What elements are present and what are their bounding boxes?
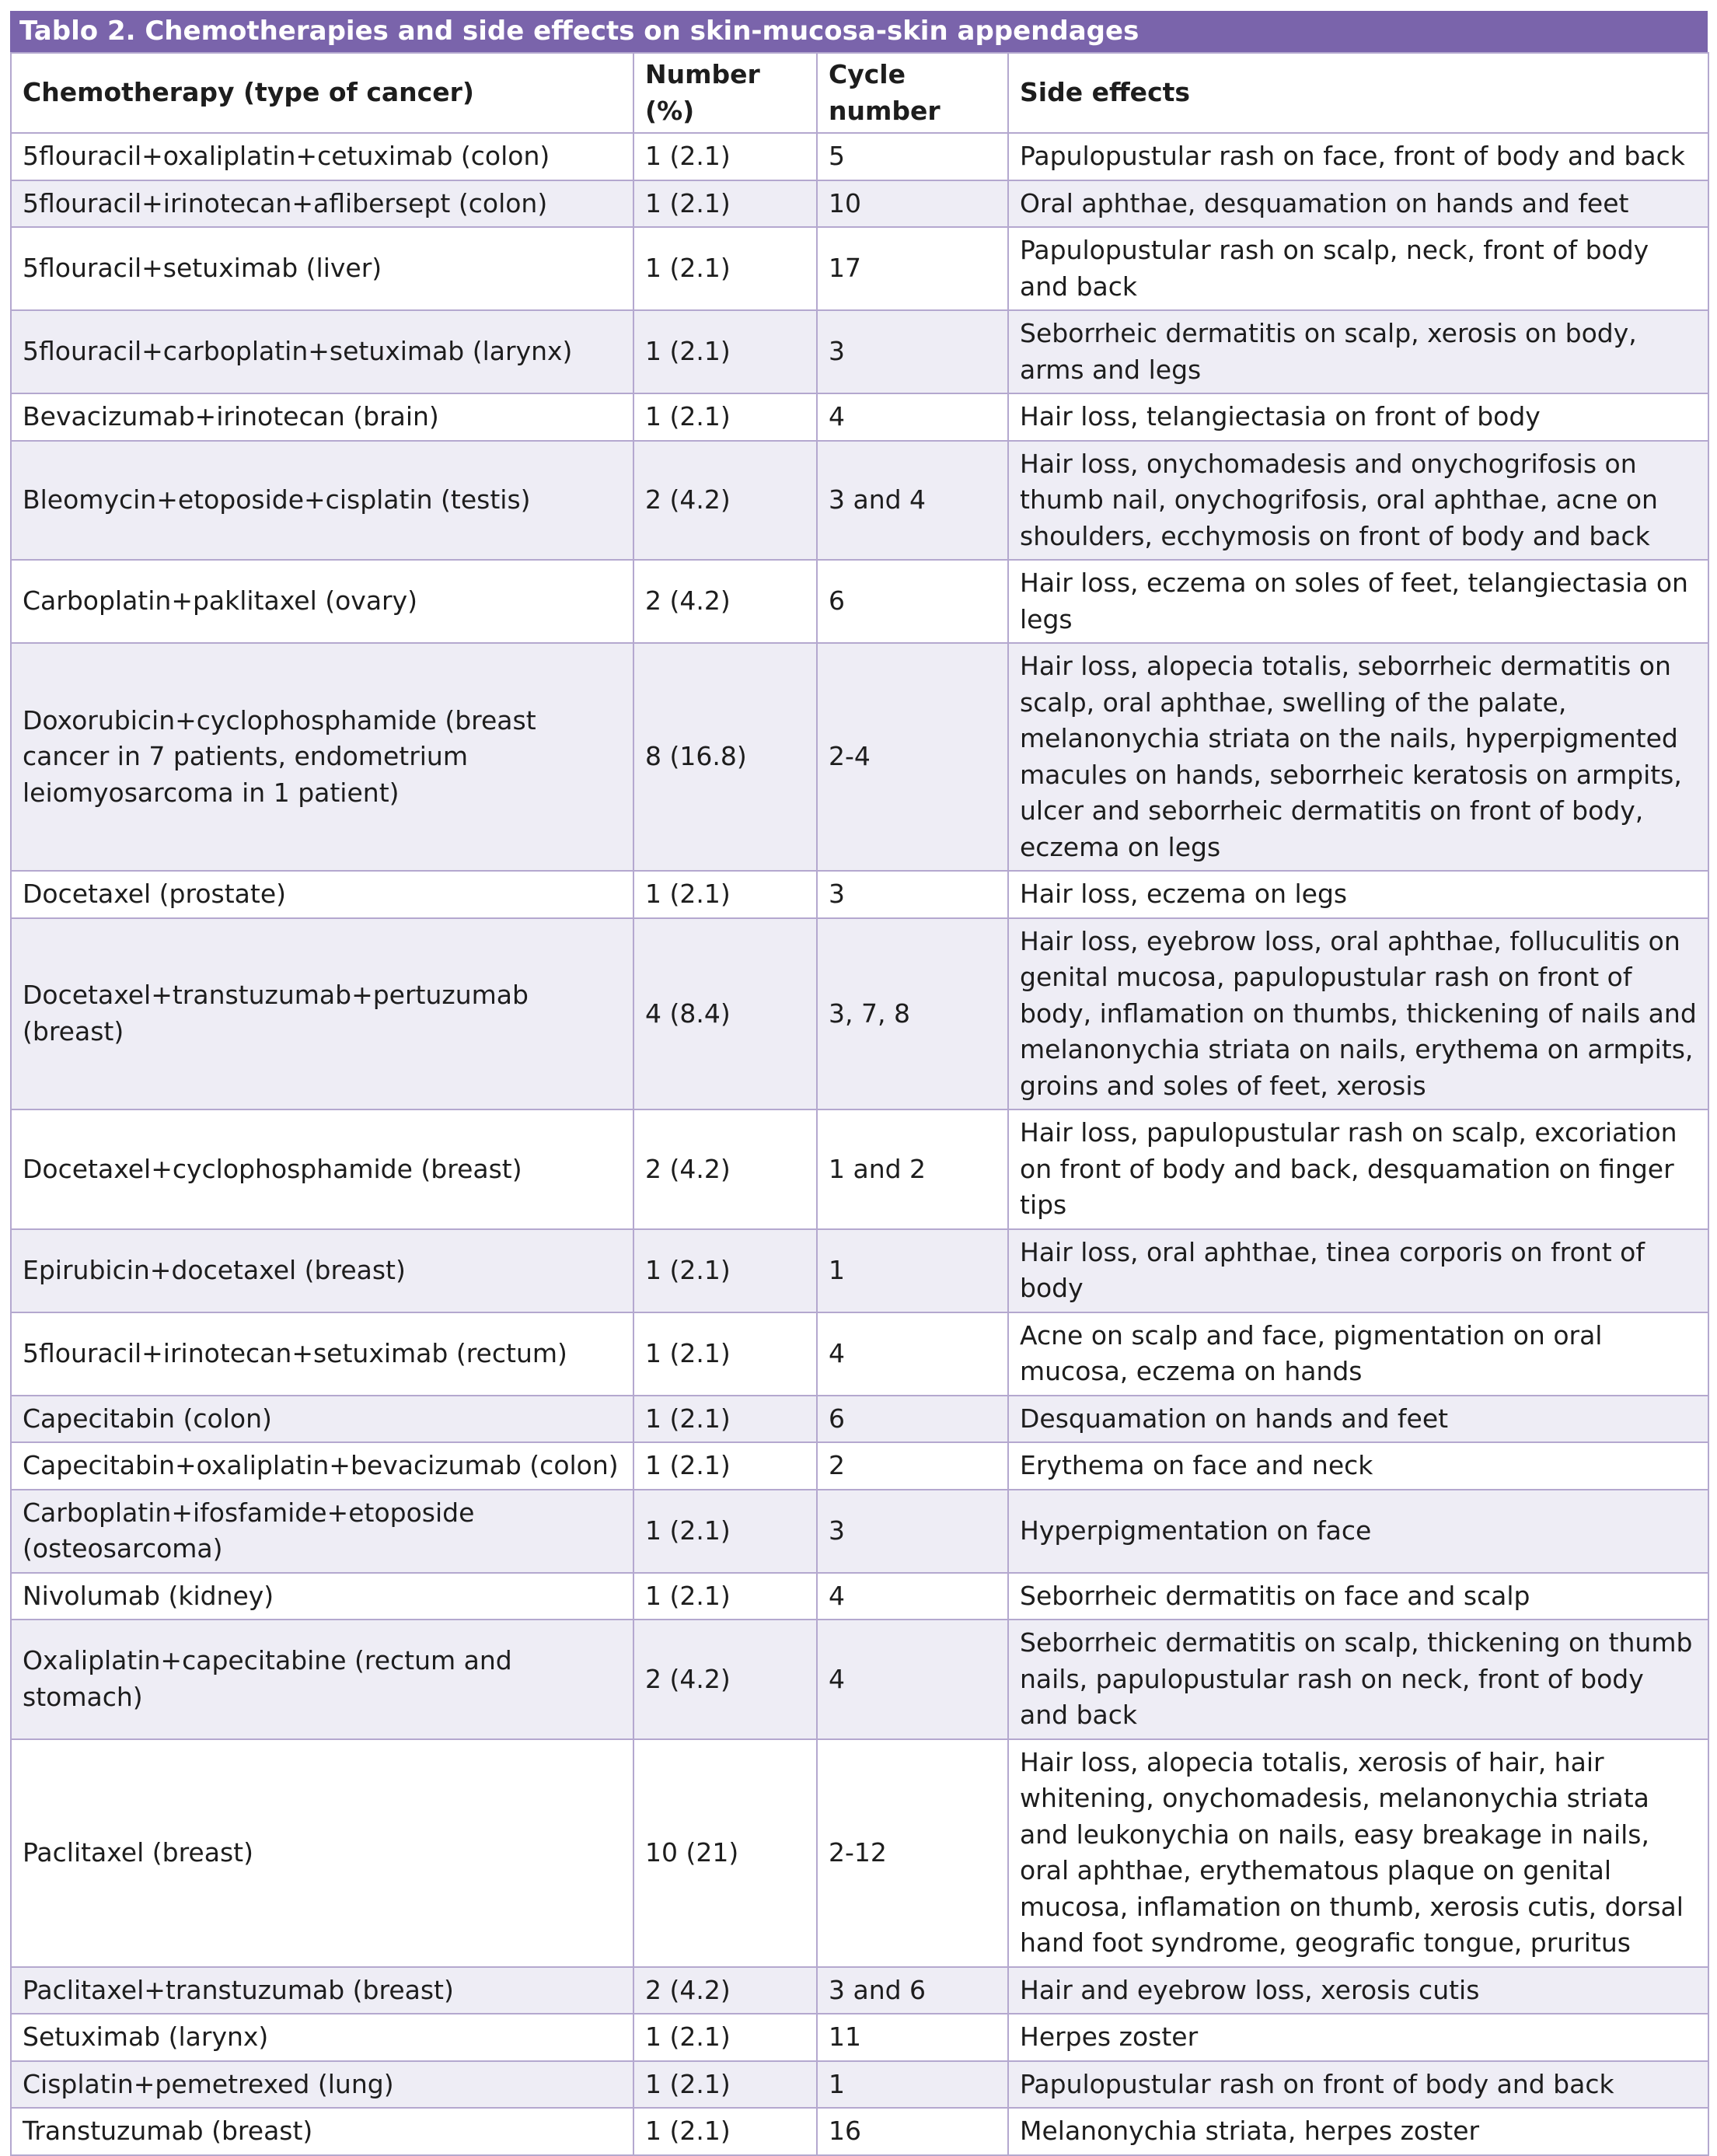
table-row	[11, 2061, 1708, 2109]
cell-side-effects: Acne on scalp and face, pigmentation on oral mucosa, eczema on hands	[1008, 1312, 1708, 1396]
cell-cycle-number: 4	[817, 1620, 1008, 1739]
table-row	[11, 441, 1708, 561]
cell-side-effects: Papulopustular rash on front of body and back	[1008, 2061, 1708, 2109]
cell-chemotherapy: Carboplatin+ifosfamide+etoposide (osteosarcoma)	[11, 1490, 633, 1573]
cell-chemotherapy: 5flouracil+irinotecan+aflibersept (colon)	[11, 180, 633, 228]
table-container	[10, 11, 1708, 2156]
cell-side-effects: Hair loss, onychomadesis and onychogrifosis on thumb nail, onychogrifosis, oral aphthae, acne on shoulders, ecchymosis on front of body and back	[1008, 441, 1708, 561]
cell-cycle-number: 4	[817, 1312, 1008, 1396]
cell-number: 1 (2.1)	[633, 2108, 817, 2155]
table-row	[11, 1229, 1708, 1312]
cell-cycle-number: 3	[817, 871, 1008, 918]
cell-number: 1 (2.1)	[633, 227, 817, 310]
table-row	[11, 2108, 1708, 2155]
cell-chemotherapy: Bleomycin+etoposide+cisplatin (testis)	[11, 441, 633, 561]
cell-chemotherapy: Doxorubicin+cyclophosphamide (breast cancer in 7 patients, endometrium leiomyosarcoma in 1 patient)	[11, 643, 633, 871]
cell-cycle-number: 3	[817, 1490, 1008, 1573]
table-row	[11, 560, 1708, 643]
cell-cycle-number: 1	[817, 2061, 1008, 2109]
cell-cycle-number: 2	[817, 1442, 1008, 1490]
cell-number: 1 (2.1)	[633, 393, 817, 441]
cell-number: 1 (2.1)	[633, 2014, 817, 2061]
cell-cycle-number: 1 and 2	[817, 1109, 1008, 1229]
cell-cycle-number: 3	[817, 310, 1008, 393]
cell-side-effects: Papulopustular rash on scalp, neck, front of body and back	[1008, 227, 1708, 310]
column-header-cycle: Cycle number	[817, 53, 1008, 133]
table-row	[11, 1739, 1708, 1967]
cell-cycle-number: 3, 7, 8	[817, 918, 1008, 1110]
cell-number: 1 (2.1)	[633, 310, 817, 393]
cell-chemotherapy: Docetaxel (prostate)	[11, 871, 633, 918]
table-row	[11, 1442, 1708, 1490]
cell-chemotherapy: Paclitaxel (breast)	[11, 1739, 633, 1967]
cell-cycle-number: 1	[817, 1229, 1008, 1312]
cell-number: 1 (2.1)	[633, 1442, 817, 1490]
cell-side-effects: Seborrheic dermatitis on scalp, thickening on thumb nails, papulopustular rash on neck, front of body and back	[1008, 1620, 1708, 1739]
table-row	[11, 310, 1708, 393]
cell-cycle-number: 11	[817, 2014, 1008, 2061]
cell-side-effects: Erythema on face and neck	[1008, 1442, 1708, 1490]
cell-side-effects: Hair loss, telangiectasia on front of body	[1008, 393, 1708, 441]
cell-chemotherapy: Capecitabin+oxaliplatin+bevacizumab (colon)	[11, 1442, 633, 1490]
cell-cycle-number: 2-4	[817, 643, 1008, 871]
table-row	[11, 1967, 1708, 2014]
cell-number: 10 (21)	[633, 1739, 817, 1967]
table-row	[11, 1573, 1708, 1620]
cell-number: 1 (2.1)	[633, 871, 817, 918]
table-row	[11, 1620, 1708, 1739]
cell-chemotherapy: 5flouracil+irinotecan+setuximab (rectum)	[11, 1312, 633, 1396]
cell-side-effects: Hyperpigmentation on face	[1008, 1490, 1708, 1573]
table-row	[11, 1312, 1708, 1396]
column-header-side-effects: Side effects	[1008, 53, 1708, 133]
cell-number: 1 (2.1)	[633, 180, 817, 228]
cell-number: 2 (4.2)	[633, 1109, 817, 1229]
cell-cycle-number: 4	[817, 1573, 1008, 1620]
cell-side-effects: Papulopustular rash on face, front of body and back	[1008, 133, 1708, 180]
cell-number: 2 (4.2)	[633, 560, 817, 643]
table-title: Tablo 2. Chemotherapies and side effects on skin-mucosa-skin appendages	[10, 11, 1708, 52]
cell-number: 1 (2.1)	[633, 133, 817, 180]
table-row	[11, 871, 1708, 918]
table-row	[11, 227, 1708, 310]
cell-side-effects: Hair loss, alopecia totalis, xerosis of hair, hair whitening, onychomadesis, melanonychia striata and leukonychia on nails, easy breakage in nails, oral aphthae, erythematous plaque on genital mucosa, inflamation on thumb, xerosis cutis, dorsal hand foot syndrome, geografic tongue, pruritus	[1008, 1739, 1708, 1967]
cell-chemotherapy: Carboplatin+paklitaxel (ovary)	[11, 560, 633, 643]
cell-chemotherapy: Docetaxel+transtuzumab+pertuzumab (breast)	[11, 918, 633, 1110]
cell-chemotherapy: 5flouracil+setuximab (liver)	[11, 227, 633, 310]
cell-side-effects: Hair loss, eyebrow loss, oral aphthae, folluculitis on genital mucosa, papulopustular rash on front of body, inflamation on thumbs, thickening of nails and melanonychia striata on nails, erythema on armpits, groins and soles of feet, xerosis	[1008, 918, 1708, 1110]
table-body	[11, 133, 1708, 2155]
table-row	[11, 1396, 1708, 1443]
cell-number: 2 (4.2)	[633, 1967, 817, 2014]
cell-cycle-number: 17	[817, 227, 1008, 310]
cell-number: 1 (2.1)	[633, 1573, 817, 1620]
table-row	[11, 1490, 1708, 1573]
cell-chemotherapy: Paclitaxel+transtuzumab (breast)	[11, 1967, 633, 2014]
cell-side-effects: Seborrheic dermatitis on scalp, xerosis on body, arms and legs	[1008, 310, 1708, 393]
table-row	[11, 1109, 1708, 1229]
column-header-number: Number (%)	[633, 53, 817, 133]
cell-number: 4 (8.4)	[633, 918, 817, 1110]
cell-number: 1 (2.1)	[633, 2061, 817, 2109]
cell-side-effects: Hair and eyebrow loss, xerosis cutis	[1008, 1967, 1708, 2014]
cell-chemotherapy: Docetaxel+cyclophosphamide (breast)	[11, 1109, 633, 1229]
cell-cycle-number: 6	[817, 1396, 1008, 1443]
cell-cycle-number: 3 and 6	[817, 1967, 1008, 2014]
cell-cycle-number: 10	[817, 180, 1008, 228]
cell-cycle-number: 16	[817, 2108, 1008, 2155]
table-row	[11, 133, 1708, 180]
column-header-chemotherapy: Chemotherapy (type of cancer)	[11, 53, 633, 133]
header-row	[11, 53, 1708, 133]
cell-number: 1 (2.1)	[633, 1312, 817, 1396]
cell-side-effects: Hair loss, oral aphthae, tinea corporis on front of body	[1008, 1229, 1708, 1312]
cell-chemotherapy: Nivolumab (kidney)	[11, 1573, 633, 1620]
cell-cycle-number: 5	[817, 133, 1008, 180]
table-row	[11, 918, 1708, 1110]
cell-cycle-number: 2-12	[817, 1739, 1008, 1967]
cell-number: 8 (16.8)	[633, 643, 817, 871]
cell-side-effects: Hair loss, papulopustular rash on scalp, excoriation on front of body and back, desquamation on finger tips	[1008, 1109, 1708, 1229]
cell-chemotherapy: Epirubicin+docetaxel (breast)	[11, 1229, 633, 1312]
cell-side-effects: Hair loss, eczema on soles of feet, telangiectasia on legs	[1008, 560, 1708, 643]
chemotherapy-table	[10, 52, 1709, 2156]
cell-number: 1 (2.1)	[633, 1396, 817, 1443]
cell-side-effects: Herpes zoster	[1008, 2014, 1708, 2061]
cell-chemotherapy: 5flouracil+oxaliplatin+cetuximab (colon)	[11, 133, 633, 180]
table-row	[11, 2014, 1708, 2061]
cell-chemotherapy: Setuximab (larynx)	[11, 2014, 633, 2061]
cell-chemotherapy: Oxaliplatin+capecitabine (rectum and stomach)	[11, 1620, 633, 1739]
cell-number: 2 (4.2)	[633, 441, 817, 561]
cell-number: 1 (2.1)	[633, 1490, 817, 1573]
cell-cycle-number: 6	[817, 560, 1008, 643]
cell-chemotherapy: Transtuzumab (breast)	[11, 2108, 633, 2155]
cell-number: 1 (2.1)	[633, 1229, 817, 1312]
cell-chemotherapy: Bevacizumab+irinotecan (brain)	[11, 393, 633, 441]
cell-side-effects: Desquamation on hands and feet	[1008, 1396, 1708, 1443]
cell-cycle-number: 3 and 4	[817, 441, 1008, 561]
table-row	[11, 393, 1708, 441]
cell-chemotherapy: Cisplatin+pemetrexed (lung)	[11, 2061, 633, 2109]
cell-side-effects: Melanonychia striata, herpes zoster	[1008, 2108, 1708, 2155]
table-row	[11, 643, 1708, 871]
cell-cycle-number: 4	[817, 393, 1008, 441]
cell-side-effects: Seborrheic dermatitis on face and scalp	[1008, 1573, 1708, 1620]
cell-side-effects: Hair loss, alopecia totalis, seborrheic dermatitis on scalp, oral aphthae, swelling of the palate, melanonychia striata on the nails, hyperpigmented macules on hands, seborrheic keratosis on armpits, ulcer and seborrheic dermatitis on front of body, eczema on legs	[1008, 643, 1708, 871]
cell-chemotherapy: Capecitabin (colon)	[11, 1396, 633, 1443]
table-row	[11, 180, 1708, 228]
cell-side-effects: Oral aphthae, desquamation on hands and feet	[1008, 180, 1708, 228]
cell-number: 2 (4.2)	[633, 1620, 817, 1739]
cell-chemotherapy: 5flouracil+carboplatin+setuximab (larynx)	[11, 310, 633, 393]
cell-side-effects: Hair loss, eczema on legs	[1008, 871, 1708, 918]
